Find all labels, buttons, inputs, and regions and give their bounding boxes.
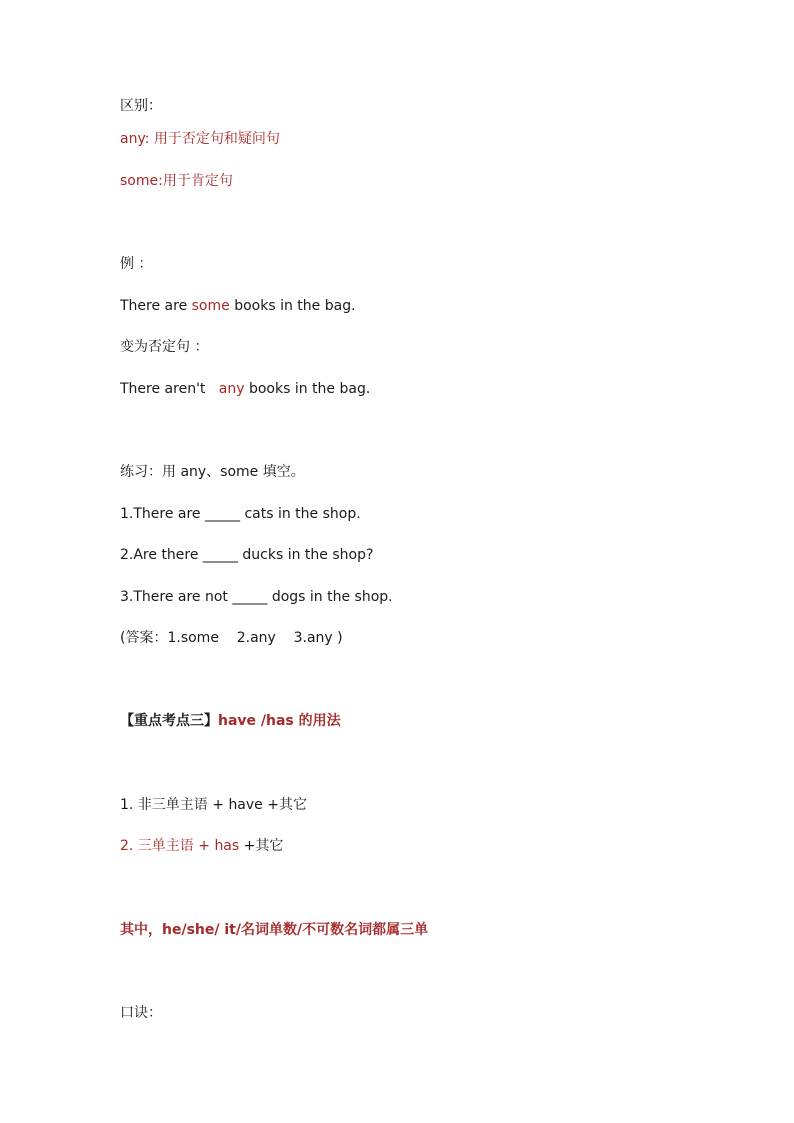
any-word: any: — [120, 131, 150, 147]
negative-heading: 变为否定句 ： — [120, 339, 209, 355]
example-2-end: books in the bag. — [244, 381, 371, 397]
example-2-any: any — [218, 381, 245, 397]
some-word: some: — [120, 173, 163, 189]
rule-1: 1. 非三单主语 + have +其它 — [120, 797, 307, 813]
example-1-start: There are — [120, 298, 192, 314]
rule-2-rest: +其它 — [239, 838, 284, 854]
answer-line: (答案：1.some 2.any 3.any ) — [120, 630, 343, 646]
question-1: 1.There are _____ cats in the shop. — [120, 506, 361, 522]
question-2: 2.Are there _____ ducks in the shop? — [120, 547, 374, 563]
rule-2-highlight: 2. 三单主语 + has — [120, 838, 240, 854]
question-3: 3.There are not _____ dogs in the shop. — [120, 589, 393, 605]
example-1-end: books in the bag. — [229, 298, 356, 314]
example-sentence-2 — [120, 380, 370, 398]
mnemonic-heading: 口诀： — [120, 1005, 162, 1021]
section-title: have /has 的用法 — [218, 713, 341, 729]
diff-heading: 区别： — [120, 98, 162, 114]
some-description: 用于肯定句 — [162, 173, 233, 189]
section-bracket: 【重点考点三】 — [120, 713, 218, 729]
example-2-start: There aren't — [120, 381, 219, 397]
some-usage-line — [120, 172, 233, 190]
any-description: 用于否定句和疑问句 — [149, 131, 280, 147]
example-heading: 例 ： — [120, 256, 153, 272]
section-heading — [120, 712, 341, 730]
practice-heading: 练习：用 any、some 填空。 — [120, 464, 305, 480]
example-sentence-1 — [120, 297, 356, 315]
any-usage-line — [120, 130, 280, 148]
third-person-note: 其中，he/she/ it/名词单数/不可数名词都属三单 — [120, 922, 429, 938]
rule-2 — [120, 837, 283, 855]
example-1-some: some — [191, 298, 230, 314]
